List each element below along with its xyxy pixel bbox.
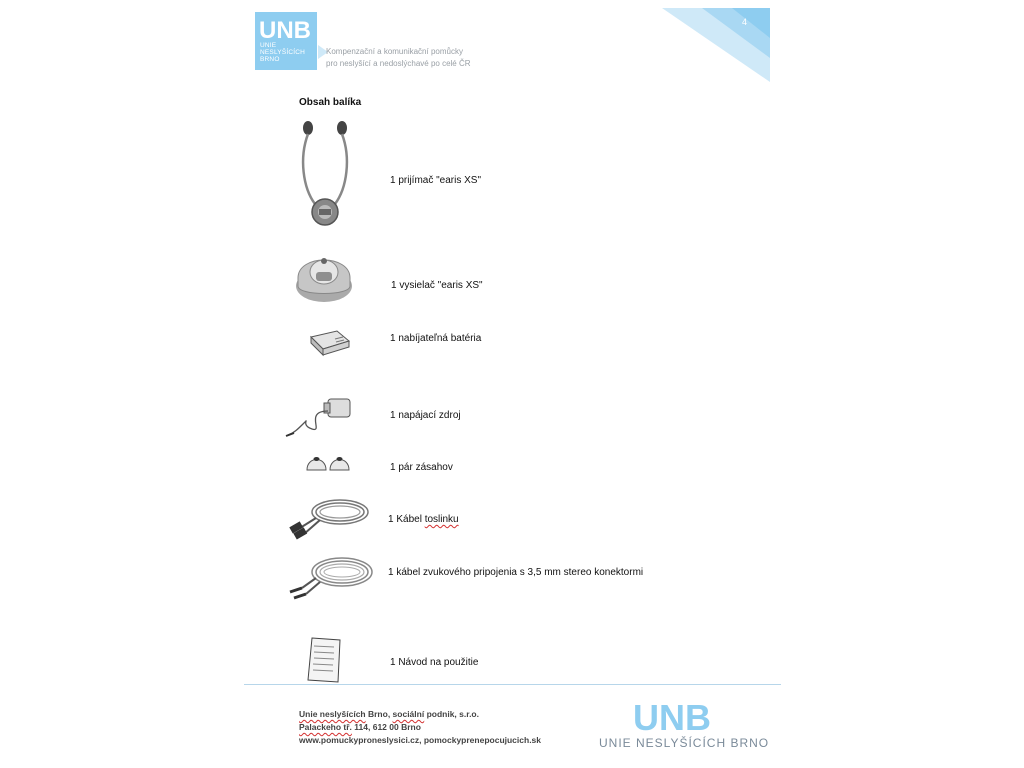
item-label: 1 nabíjateľná batéria <box>390 333 482 344</box>
footer-company: Unie neslyšících Brno, sociální podnik, s.r.o. <box>299 709 479 719</box>
power-adapter-icon <box>284 393 356 443</box>
headset-receiver-icon <box>295 118 355 228</box>
header-tagline: Kompenzační a komunikační pomůcky pro neslyšící a nedoslýchavé po celé ČR <box>326 47 471 68</box>
battery-icon <box>307 327 353 359</box>
item-label: 1 kábel zvukového pripojenia s 3,5 mm stereo konektormi <box>388 567 644 578</box>
unb-logo-icon <box>259 16 313 42</box>
svg-text:UNB: UNB <box>259 17 311 42</box>
footer-brand: UNIE NESLYŠÍCÍCH BRNO <box>599 736 770 750</box>
audio-cable-icon <box>286 548 376 602</box>
toslink-cable-icon <box>286 490 374 542</box>
footer-unb-logo-icon <box>633 698 717 734</box>
section-title: Obsah balíka <box>299 97 362 108</box>
footer-address: Palackeho tř. 114, 612 00 Brno <box>299 722 421 732</box>
logo-subtitle: UNIE NESLYŠÍCÍCH BRNO <box>260 42 306 63</box>
transmitter-base-icon <box>294 248 354 304</box>
ear-tips-icon <box>304 448 354 476</box>
footer-websites: www.pomuckyproneslysici.cz, pomockyprenepocujucich.sk <box>299 735 542 745</box>
item-label: 1 Kábel toslinku <box>388 514 459 525</box>
manual-icon <box>306 636 344 684</box>
svg-text:UNB: UNB <box>633 698 711 734</box>
item-label: 1 prijímač "earis XS" <box>390 175 482 186</box>
header-logo <box>255 12 317 70</box>
item-label: 1 vysielač "earis XS" <box>391 280 483 291</box>
corner-decoration <box>662 8 770 82</box>
item-label: 1 pár zásahov <box>390 462 453 473</box>
item-label: 1 napájací zdroj <box>390 410 461 421</box>
item-label: 1 Návod na použitie <box>390 657 479 668</box>
footer-divider <box>244 684 781 685</box>
page-number: 4 <box>742 17 748 27</box>
